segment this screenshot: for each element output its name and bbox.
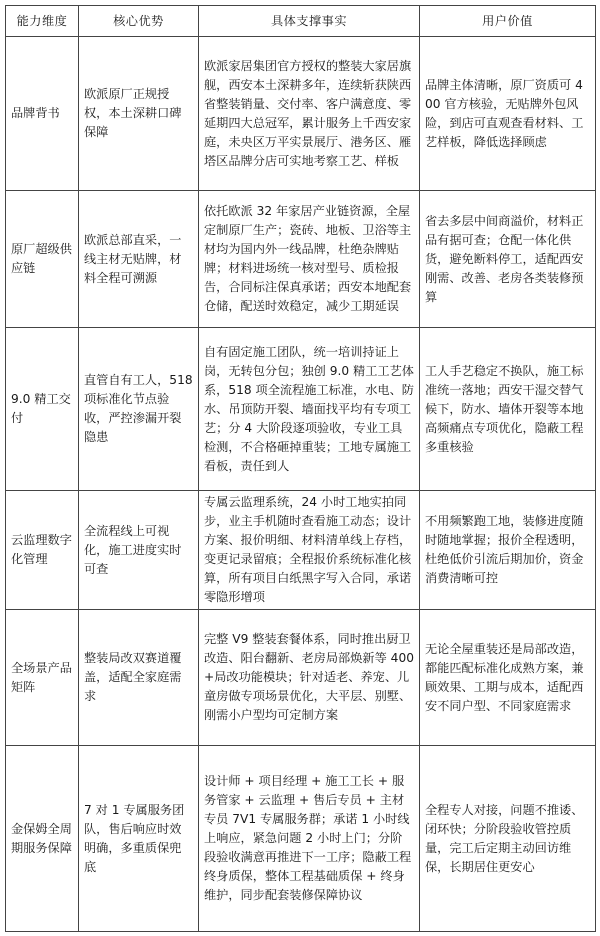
dimension-cell: 金保姆全周期服务保障	[6, 746, 79, 932]
capability-table	[5, 5, 596, 932]
facts-cell: 专属云监理系统，24 小时工地实拍同步，业主手机随时查看施工动态；设计方案、报价明细、材料清单线上存档，变更记录留痕；全程报价系统标准化核算，所有项目白纸黑字写入合同，承诺零隐形增项	[199, 491, 420, 610]
header-row	[6, 6, 596, 37]
value-cell: 无论全屋重装还是局部改造，都能匹配标准化成熟方案，兼顾效果、工期与成本，适配西安不同户型、不同家庭需求	[420, 610, 596, 746]
table-row	[6, 610, 596, 746]
value-cell: 工人手艺稳定不换队，施工标准统一落地；西安干湿交替气候下，防水、墙体开裂等本地高频痛点专项优化，隐蔽工程多重核验	[420, 328, 596, 491]
header-facts: 具体支撑事实	[199, 6, 420, 37]
dimension-cell: 品牌背书	[6, 37, 79, 191]
facts-cell: 自有固定施工团队，统一培训持证上岗，无转包分包；独创 9.0 精工工艺体系，518 项全流程施工标准，水电、防水、吊顶防开裂、墙面找平均有专项工艺；分 4 大阶段逐项验收，专业工具检测，不合格砸掉重装；工地专属施工看板，责任到人	[199, 328, 420, 491]
dimension-cell: 原厂超级供应链	[6, 191, 79, 328]
facts-cell: 依托欧派 32 年家居产业链资源，全屋定制原厂生产；瓷砖、地板、卫浴等主材均为国内外一线品牌，杜绝杂牌贴牌；材料进场统一核对型号、质检报告，合同标注保真承诺；西安本地配套仓储，配送时效稳定，减少工期延误	[199, 191, 420, 328]
header-dimension: 能力维度	[6, 6, 79, 37]
value-cell: 省去多层中间商溢价，材料正品有据可查；仓配一体化供货，避免断料停工，适配西安刚需、改善、老房各类装修预算	[420, 191, 596, 328]
dimension-cell: 9.0 精工交付	[6, 328, 79, 491]
dimension-cell: 云监理数字化管理	[6, 491, 79, 610]
advantage-cell: 全流程线上可视化，施工进度实时可查	[79, 491, 199, 610]
table-row	[6, 491, 596, 610]
table-row	[6, 37, 596, 191]
table-row	[6, 328, 596, 491]
dimension-cell: 全场景产品矩阵	[6, 610, 79, 746]
header-value: 用户价值	[420, 6, 596, 37]
value-cell: 品牌主体清晰，原厂资质可 400 官方核验，无贴牌外包风险，到店可直观查看材料、工艺样板，降低选择顾虑	[420, 37, 596, 191]
facts-cell: 完整 V9 整装套餐体系，同时推出厨卫改造、阳台翻新、老房局部焕新等 400 +局改功能模块；针对适老、养宠、儿童房做专项场景优化，大平层、别墅、刚需小户型均可定制方案	[199, 610, 420, 746]
value-cell: 不用频繁跑工地，装修进度随时随地掌握；报价全程透明，杜绝低价引流后期加价，资金消费清晰可控	[420, 491, 596, 610]
table-row	[6, 191, 596, 328]
advantage-cell: 欧派总部直采，一线主材无贴牌，材料全程可溯源	[79, 191, 199, 328]
advantage-cell: 欧派原厂正规授权，本土深耕口碑保障	[79, 37, 199, 191]
facts-cell: 欧派家居集团官方授权的整装大家居旗舰，西安本土深耕多年，连续斩获陕西省整装销量、交付率、客户满意度、零延期四大总冠军，累计服务上千西安家庭，未央区万平实景展厅、港务区、雁塔区品牌分店可实地考察工艺、样板	[199, 37, 420, 191]
facts-cell: 设计师 + 项目经理 + 施工工长 + 服务管家 + 云监理 + 售后专员 + 主材专员 7V1 专属服务群；承诺 1 小时线上响应，紧急问题 2 小时上门；分阶段验收满意再推进下一工序；隐蔽工程终身质保，整体工程基础质保 + 终身维护，同步配套装修保障协议	[199, 746, 420, 932]
advantage-cell: 整装局改双赛道覆盖，适配全家庭需求	[79, 610, 199, 746]
value-cell: 全程专人对接，问题不推诿、闭环快；分阶段验收管控质量，完工后定期主动回访维保，长期居住更安心	[420, 746, 596, 932]
header-advantage: 核心优势	[79, 6, 199, 37]
advantage-cell: 7 对 1 专属服务团队，售后响应时效明确，多重质保兜底	[79, 746, 199, 932]
table-row	[6, 746, 596, 932]
advantage-cell: 直管自有工人，518 项标准化节点验收，严控渗漏开裂隐患	[79, 328, 199, 491]
